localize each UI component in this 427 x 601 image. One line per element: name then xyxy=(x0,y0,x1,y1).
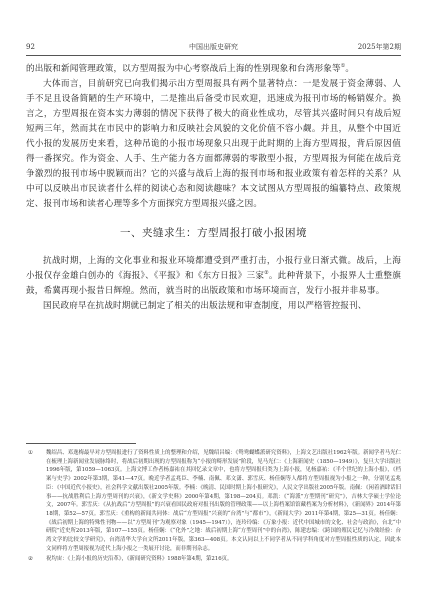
footnote-1 xyxy=(26,449,401,553)
header-rule xyxy=(26,55,401,56)
footnote-rule xyxy=(26,443,136,444)
section-heading: 一、夹缝求生：方型周报打破小报困境 xyxy=(120,227,307,239)
article-body xyxy=(26,62,401,314)
footnotes xyxy=(26,449,401,566)
issue-label: 2025年第2期 xyxy=(357,43,401,51)
footnote-2 xyxy=(26,555,401,564)
footnote-ref-1[interactable]: ① xyxy=(340,63,346,70)
footnote-ref-2[interactable]: ② xyxy=(264,270,269,277)
footnote-2-mark: ② xyxy=(28,556,33,563)
paragraph-2: 大体而言，目前研究已向我们揭示出方型周报具有两个显著特点：一是发展于资金薄弱、人手不足且设备简陋的生产环境中，二是推出后备受市民欢迎，迅速成为报刊市场的畅销媒介。换言之，方型周报在资本实力薄弱的情况下获得了极大的商业性成功，尽管其兴盛时间只有战后短短两三年，然而其在市民中的影响力和反映社会风貌的文化价值不容小觑。并且，从整个中国近代小报的发展历史来看，这种吊诡的小报市场现象只出现于此时期的上海方型周报，背后原因值得一番探究。作为资金、人手、生产能力各方面都薄弱的零散型小报，方型周报为何能在战后竞争激烈的报刊市场中脱颖而出？它的兴盛与战后上海的报刊市场和报业政策有着怎样的关系？从中可以反映出市民读者什么样的阅读心态和阅读趣味？本文试图从方型周报的编纂特点、政策规定、报刊市场和读者心理等多个方面探究方型周报兴盛之因。 xyxy=(26,79,401,209)
paragraph-1: 的出版和新闻管理政策，以方型周报为中心考察战后上海的性别现象和台湾形象等①。 xyxy=(26,63,355,74)
page-number: 92 xyxy=(26,43,35,51)
footnote-2-text: 祝均宙：《上海小报的历史沿革》，《新闻研究资料》1988年第4期，第216页。 xyxy=(46,556,233,563)
journal-title: 中国出版史研究 xyxy=(189,43,238,51)
paragraph-4: 国民政府早在抗战时期就已制定了相关的出版法规和审查制度，用以严格管控报刊、 xyxy=(43,301,367,311)
paragraph-3: 抗战时期，上海的文化事业和报业环境都遭受到严重打击，小报行业日渐式微。战后，上海小报仅存金雄白创办的《海报》、《平报》和《东方日报》三家②。此种背景下，小报界人士重整旗鼓，希冀再现小报昔日辉煌。然而，就当时的出版政策和市场环境而言，发行小报并非易事。 xyxy=(26,256,401,296)
footnote-1-mark: ① xyxy=(28,450,33,456)
footnote-1-text: 魏绍昌、邓逸梅最早对方型周报进行了资料性质上的整理和介绍，见魏绍昌编：《鸳鸯蝴蝶派研究资料》，上海文艺出版社1962年版。新闻学者马光仁在梳理上海新闻业发展脉络时，将战后初期出现的方型周报称为“小报的畸形发展”阶段，见马光仁：《上海新闻史（1850—1949）》，复旦大学出版社1996年版，第1059—1063页。上海文博工作者杨嘉祐在其回忆录文章中，也将方型周报归类为上海小报，见杨嘉祐：《半个世纪的上海小报》，《档案与史学》2002年第3期，第41—47页。晚近学者孟兆臣、李楠、南佩、邓文潇、郭雪庆、杨佳娴等人都将方型周报视为小报之一种，分别见孟兆臣：《中国近代小报史》，社会科学文献出版社2005年版。李楠：《晚清、民国时期上海小报研究》，人民文学出版社2005年版。南佩：《闲着酒肆话旧事——抗战胜利后上海方型周刊的兴衰》，《新文学史料》2000年第4期，第198—204页。邓凯：《“海派”方型期刊“研究”》，吉林大学硕士学位论文，2007年。郭雪庆：《从抗战后“方型周报”的兴衰看国民政府对报刊出版的管理政策——以上海档案馆馆藏档案为分析材料》，《新闻界》2014年第18期，第52—57页。郭雪庆：《重构的新闻共同体：战后“方型周报”兴衰的“台湾”与“都市”》，《新闻大学》2011年第4期，第25—31页。杨佳娴：《战后初期上海的特殊性刊物——以“方型周刊”为观察对象（1945—1947）》，连玲玲编：《万象小报：近代中国城市的文化、社会与政治》，台北“中研院”近史所2013年版，第107—155页。杨佳娴：《“化外”之地：战后初期上海“方型周刊”中的台湾》，陈建忠编：《跨国的殖民记忆与冷战经验：台湾文学的比较文学研究》，台湾清华大学台文所2011年版，第363—408页。本文认同以上不同学者从不同学科角度对方型周报性质的认定，因此本文同样将方型周报视为近代上海小报之一类展开讨论，而非期刊杂志。 xyxy=(46,450,401,552)
running-head xyxy=(26,40,401,54)
